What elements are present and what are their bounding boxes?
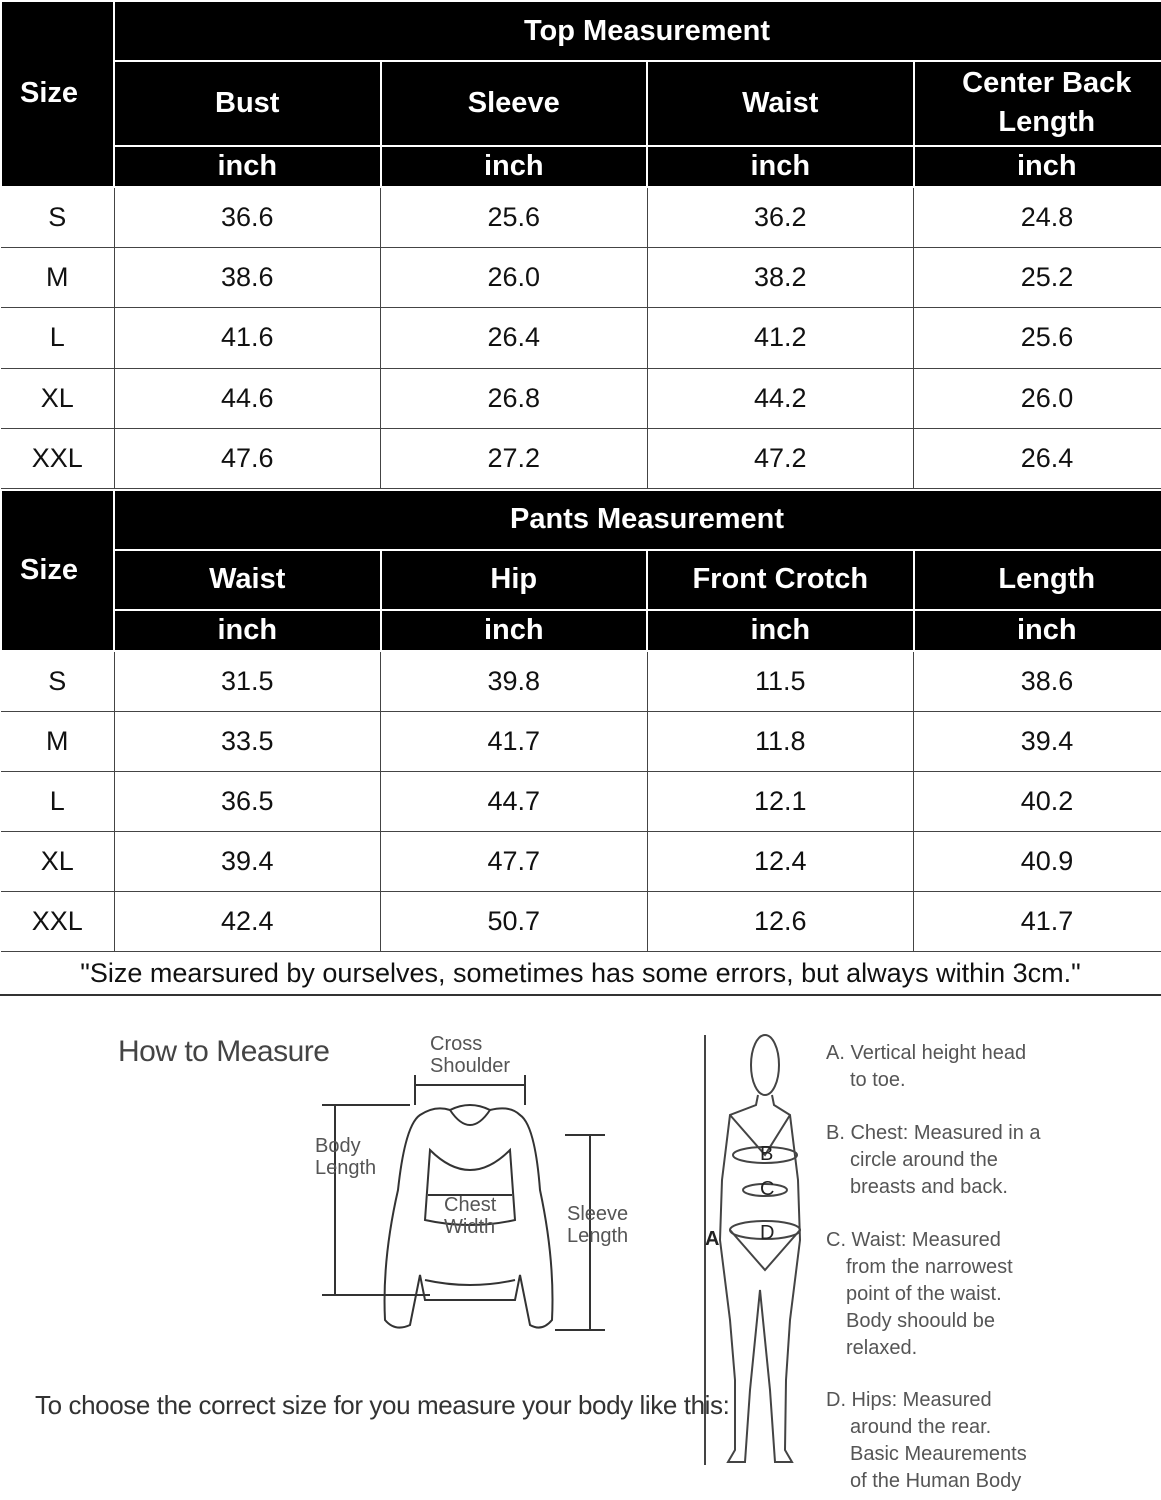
sleeve-length-label: Sleeve Length — [567, 1203, 629, 1247]
value-cell: 26.4 — [381, 308, 648, 368]
legend-d: D. Hips: Measured around the rear. Basic Meaurements of the Human Body — [826, 1389, 1027, 1492]
size-cell: XXL — [1, 428, 114, 488]
column-header: Waist — [647, 61, 914, 145]
value-cell: 39.4 — [914, 712, 1161, 772]
table-row — [1, 187, 1161, 248]
chest-width-label: Chest Width — [444, 1194, 497, 1238]
value-cell: 12.6 — [647, 892, 914, 952]
size-cell: XL — [1, 368, 114, 428]
legend-c: C. Waist: Measured from the narrowest point of the waist. Body shoould be relaxed. — [826, 1229, 1013, 1359]
column-header: Sleeve — [381, 61, 648, 145]
table-row — [1, 772, 1161, 832]
unit-header: inch — [647, 146, 914, 187]
marker-d: D — [760, 1222, 775, 1244]
column-header: Waist — [114, 550, 381, 610]
instruction-text: To choose the correct size for you measure your body like this: — [35, 1390, 730, 1420]
column-header: Hip — [381, 550, 648, 610]
table-title: Pants Measurement — [114, 490, 1161, 550]
unit-header: inch — [381, 146, 648, 187]
legend-b: B. Chest: Measured in a circle around the breasts and back. — [826, 1122, 1041, 1198]
value-cell: 44.7 — [381, 772, 648, 832]
value-cell: 12.4 — [647, 832, 914, 892]
value-cell: 36.2 — [647, 187, 914, 248]
value-cell: 44.2 — [647, 368, 914, 428]
value-cell: 40.2 — [914, 772, 1161, 832]
body-length-label: Body Length — [315, 1135, 377, 1179]
value-cell: 25.2 — [914, 248, 1161, 308]
table-row — [1, 651, 1161, 712]
cross-shoulder-label: Cross Shoulder — [430, 1033, 511, 1077]
marker-b: B — [760, 1143, 774, 1165]
legend-a: A. Vertical height head to toe. — [826, 1042, 1027, 1091]
table-title: Top Measurement — [114, 1, 1161, 61]
value-cell: 47.7 — [381, 832, 648, 892]
value-cell: 38.6 — [114, 248, 381, 308]
value-cell: 44.6 — [114, 368, 381, 428]
marker-a: A — [705, 1228, 720, 1250]
value-cell: 26.8 — [381, 368, 648, 428]
size-cell: L — [1, 772, 114, 832]
size-cell: M — [1, 712, 114, 772]
table-row — [1, 712, 1161, 772]
value-cell: 27.2 — [381, 428, 648, 488]
value-cell: 39.4 — [114, 832, 381, 892]
size-cell: S — [1, 651, 114, 712]
size-cell: XL — [1, 832, 114, 892]
value-cell: 41.7 — [914, 892, 1161, 952]
value-cell: 42.4 — [114, 892, 381, 952]
size-cell: L — [1, 308, 114, 368]
value-cell: 26.0 — [914, 368, 1161, 428]
value-cell: 11.5 — [647, 651, 914, 712]
table-row — [1, 308, 1161, 368]
value-cell: 26.4 — [914, 428, 1161, 488]
column-header: Length — [914, 550, 1161, 610]
unit-header: inch — [914, 146, 1161, 187]
value-cell: 11.8 — [647, 712, 914, 772]
value-cell: 38.6 — [914, 651, 1161, 712]
body-figure-diagram — [690, 1030, 820, 1470]
value-cell: 41.7 — [381, 712, 648, 772]
value-cell: 24.8 — [914, 187, 1161, 248]
size-cell: S — [1, 187, 114, 248]
unit-header: inch — [114, 146, 381, 187]
size-disclaimer: "Size mearsured by ourselves, sometimes has some errors, but always within 3cm." — [0, 952, 1161, 996]
column-header: Front Crotch — [647, 550, 914, 610]
pants-measurement-table — [0, 489, 1161, 952]
how-to-measure-title: How to Measure — [118, 1035, 330, 1068]
value-cell: 38.2 — [647, 248, 914, 308]
value-cell: 47.6 — [114, 428, 381, 488]
top-measurement-table — [0, 0, 1161, 489]
value-cell: 47.2 — [647, 428, 914, 488]
table-row — [1, 892, 1161, 952]
column-header: Center Back Length — [914, 61, 1161, 145]
table-row — [1, 832, 1161, 892]
value-cell: 26.0 — [381, 248, 648, 308]
size-header: Size — [1, 1, 114, 187]
size-header: Size — [1, 490, 114, 651]
table-row — [1, 428, 1161, 488]
value-cell: 41.2 — [647, 308, 914, 368]
value-cell: 40.9 — [914, 832, 1161, 892]
unit-header: inch — [381, 610, 648, 651]
value-cell: 41.6 — [114, 308, 381, 368]
value-cell: 25.6 — [381, 187, 648, 248]
value-cell: 33.5 — [114, 712, 381, 772]
value-cell: 12.1 — [647, 772, 914, 832]
value-cell: 31.5 — [114, 651, 381, 712]
value-cell: 36.5 — [114, 772, 381, 832]
value-cell: 25.6 — [914, 308, 1161, 368]
value-cell: 36.6 — [114, 187, 381, 248]
how-to-measure-section — [0, 995, 1161, 1500]
marker-c: C — [760, 1178, 775, 1200]
table-row — [1, 368, 1161, 428]
unit-header: inch — [114, 610, 381, 651]
size-cell: XXL — [1, 892, 114, 952]
column-header: Bust — [114, 61, 381, 145]
value-cell: 39.8 — [381, 651, 648, 712]
size-cell: M — [1, 248, 114, 308]
unit-header: inch — [914, 610, 1161, 651]
table-row — [1, 248, 1161, 308]
value-cell: 50.7 — [381, 892, 648, 952]
unit-header: inch — [647, 610, 914, 651]
